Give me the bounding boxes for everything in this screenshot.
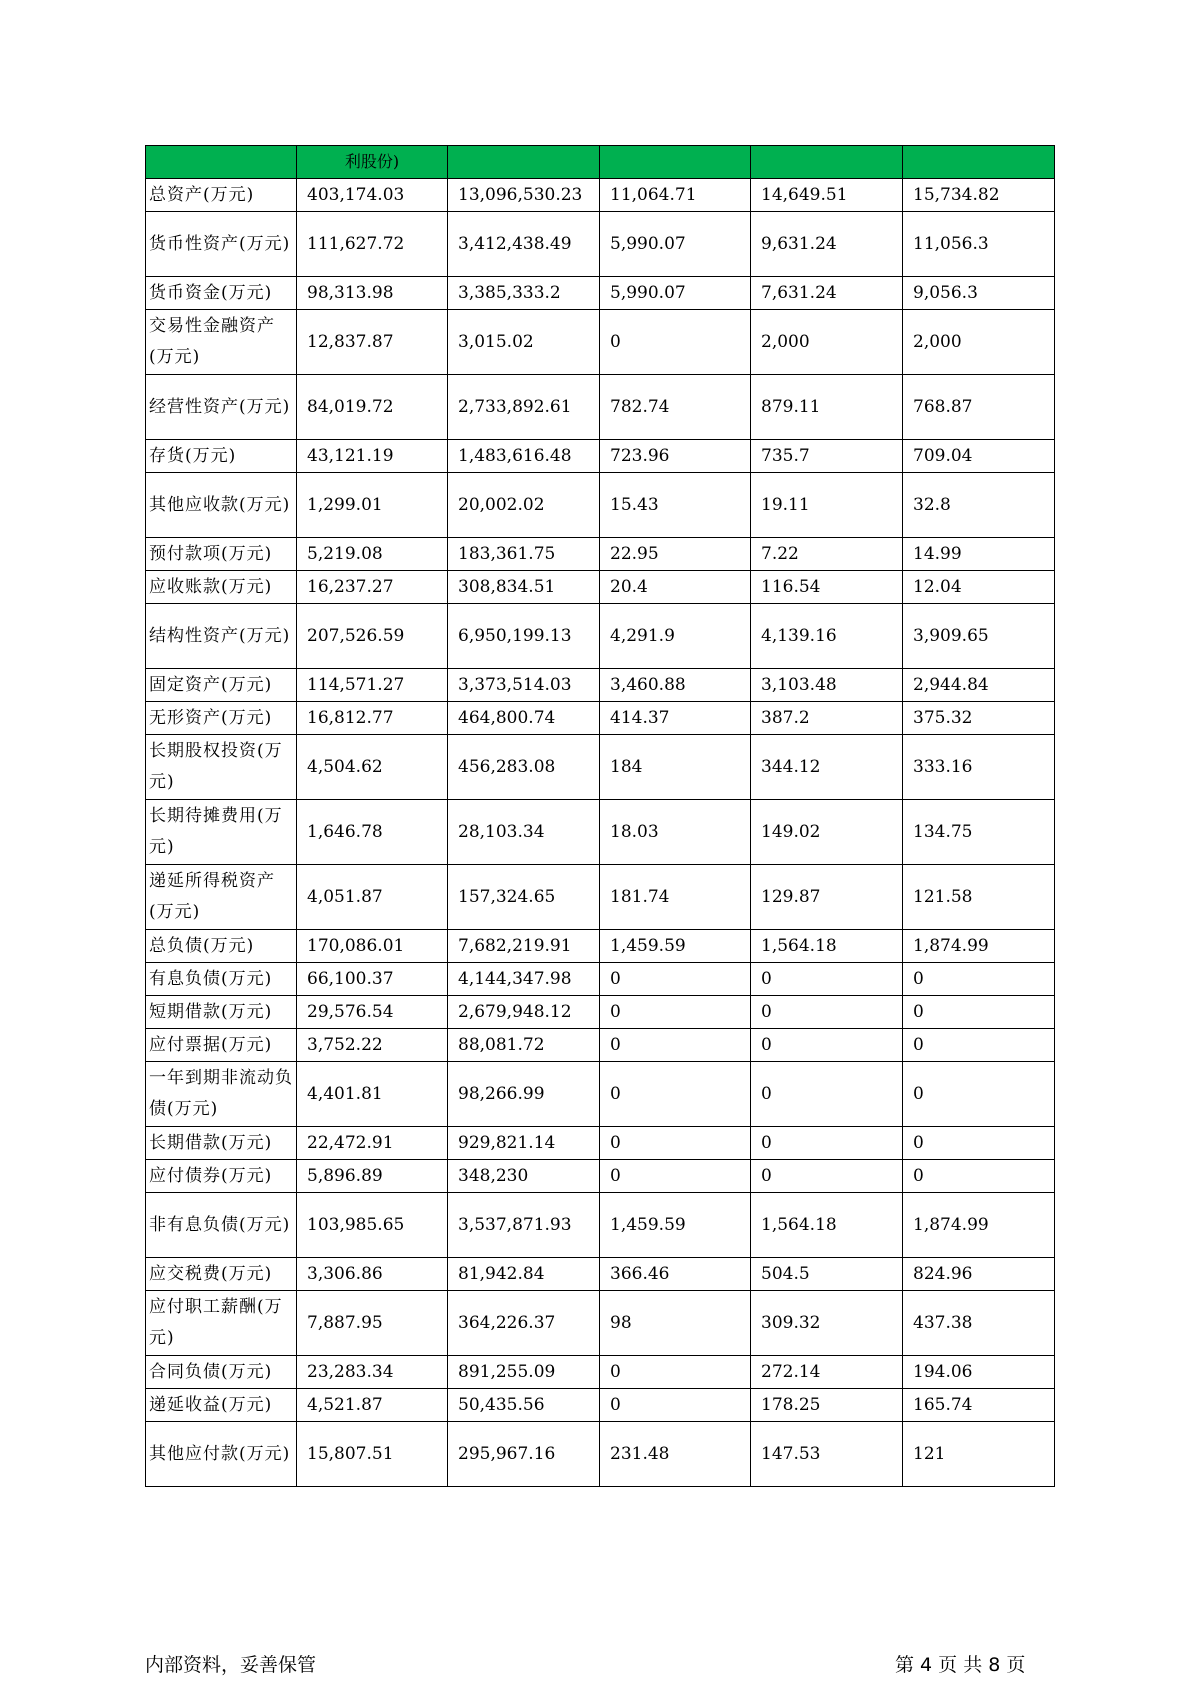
row-label: 无形资产(万元): [146, 702, 297, 735]
value-cell: 414.37: [600, 702, 751, 735]
value-cell: 20,002.02: [448, 473, 600, 538]
footer-page-number: 第 4 页 共 8 页: [895, 1654, 1026, 1676]
value-cell: 3,537,871.93: [448, 1193, 600, 1258]
value-cell: 3,373,514.03: [448, 669, 600, 702]
value-cell: 879.11: [751, 375, 903, 440]
value-cell: 4,051.87: [297, 865, 448, 930]
table-row: [146, 963, 1055, 996]
value-cell: 111,627.72: [297, 212, 448, 277]
value-cell: 1,646.78: [297, 800, 448, 865]
value-cell: 709.04: [903, 440, 1055, 473]
row-label: 一年到期非流动负债(万元): [146, 1062, 297, 1127]
value-cell: 43,121.19: [297, 440, 448, 473]
header-cell: [146, 146, 297, 179]
value-cell: 0: [903, 1160, 1055, 1193]
value-cell: 184: [600, 735, 751, 800]
row-label: 总资产(万元): [146, 179, 297, 212]
value-cell: 5,219.08: [297, 538, 448, 571]
value-cell: 0: [751, 1160, 903, 1193]
value-cell: 103,985.65: [297, 1193, 448, 1258]
value-cell: 824.96: [903, 1258, 1055, 1291]
value-cell: 98,313.98: [297, 277, 448, 310]
value-cell: 2,733,892.61: [448, 375, 600, 440]
value-cell: 116.54: [751, 571, 903, 604]
value-cell: 66,100.37: [297, 963, 448, 996]
value-cell: 18.03: [600, 800, 751, 865]
table-row: [146, 865, 1055, 930]
value-cell: 0: [600, 996, 751, 1029]
value-cell: 231.48: [600, 1422, 751, 1487]
table-row: [146, 375, 1055, 440]
table-row: [146, 1422, 1055, 1487]
value-cell: 5,896.89: [297, 1160, 448, 1193]
value-cell: 387.2: [751, 702, 903, 735]
value-cell: 0: [600, 1029, 751, 1062]
table-row: [146, 735, 1055, 800]
value-cell: 50,435.56: [448, 1389, 600, 1422]
value-cell: 4,139.16: [751, 604, 903, 669]
value-cell: 403,174.03: [297, 179, 448, 212]
value-cell: 2,000: [751, 310, 903, 375]
value-cell: 0: [600, 1160, 751, 1193]
table-row: [146, 930, 1055, 963]
value-cell: 4,144,347.98: [448, 963, 600, 996]
value-cell: 456,283.08: [448, 735, 600, 800]
value-cell: 0: [903, 1127, 1055, 1160]
value-cell: 32.8: [903, 473, 1055, 538]
value-cell: 0: [751, 996, 903, 1029]
table-row: [146, 1062, 1055, 1127]
table-row: [146, 571, 1055, 604]
value-cell: 14.99: [903, 538, 1055, 571]
value-cell: 366.46: [600, 1258, 751, 1291]
value-cell: 165.74: [903, 1389, 1055, 1422]
row-label: 长期借款(万元): [146, 1127, 297, 1160]
value-cell: 0: [600, 1389, 751, 1422]
value-cell: 194.06: [903, 1356, 1055, 1389]
value-cell: 207,526.59: [297, 604, 448, 669]
value-cell: 0: [600, 1062, 751, 1127]
table-row: [146, 800, 1055, 865]
table-row: [146, 1356, 1055, 1389]
row-label: 应交税费(万元): [146, 1258, 297, 1291]
value-cell: 3,306.86: [297, 1258, 448, 1291]
row-label: 合同负债(万元): [146, 1356, 297, 1389]
value-cell: 309.32: [751, 1291, 903, 1356]
value-cell: 11,064.71: [600, 179, 751, 212]
value-cell: 12.04: [903, 571, 1055, 604]
table-row: [146, 1389, 1055, 1422]
value-cell: 929,821.14: [448, 1127, 600, 1160]
value-cell: 1,459.59: [600, 1193, 751, 1258]
value-cell: 121.58: [903, 865, 1055, 930]
value-cell: 13,096,530.23: [448, 179, 600, 212]
value-cell: 2,000: [903, 310, 1055, 375]
value-cell: 0: [751, 1127, 903, 1160]
value-cell: 4,401.81: [297, 1062, 448, 1127]
value-cell: 14,649.51: [751, 179, 903, 212]
value-cell: 181.74: [600, 865, 751, 930]
row-label: 应付票据(万元): [146, 1029, 297, 1062]
row-label: 结构性资产(万元): [146, 604, 297, 669]
row-label: 货币资金(万元): [146, 277, 297, 310]
row-label: 非有息负债(万元): [146, 1193, 297, 1258]
header-cell: [448, 146, 600, 179]
row-label: 经营性资产(万元): [146, 375, 297, 440]
row-label: 递延所得税资产(万元): [146, 865, 297, 930]
header-cell: [903, 146, 1055, 179]
value-cell: 6,950,199.13: [448, 604, 600, 669]
value-cell: 0: [600, 310, 751, 375]
row-label: 递延收益(万元): [146, 1389, 297, 1422]
value-cell: 0: [751, 963, 903, 996]
value-cell: 129.87: [751, 865, 903, 930]
value-cell: 1,564.18: [751, 930, 903, 963]
value-cell: 1,874.99: [903, 1193, 1055, 1258]
value-cell: 9,631.24: [751, 212, 903, 277]
row-label: 应付职工薪酬(万元): [146, 1291, 297, 1356]
value-cell: 1,459.59: [600, 930, 751, 963]
value-cell: 16,237.27: [297, 571, 448, 604]
financial-table-body: [146, 146, 1055, 1487]
value-cell: 16,812.77: [297, 702, 448, 735]
value-cell: 7,887.95: [297, 1291, 448, 1356]
table-row: [146, 1258, 1055, 1291]
value-cell: 0: [600, 1127, 751, 1160]
value-cell: 15.43: [600, 473, 751, 538]
value-cell: 15,807.51: [297, 1422, 448, 1487]
table-row: [146, 669, 1055, 702]
table-row: [146, 1193, 1055, 1258]
value-cell: 3,909.65: [903, 604, 1055, 669]
value-cell: 1,874.99: [903, 930, 1055, 963]
value-cell: 157,324.65: [448, 865, 600, 930]
value-cell: 3,385,333.2: [448, 277, 600, 310]
value-cell: 723.96: [600, 440, 751, 473]
value-cell: 437.38: [903, 1291, 1055, 1356]
value-cell: 178.25: [751, 1389, 903, 1422]
value-cell: 375.32: [903, 702, 1055, 735]
value-cell: 2,944.84: [903, 669, 1055, 702]
value-cell: 4,521.87: [297, 1389, 448, 1422]
value-cell: 4,504.62: [297, 735, 448, 800]
value-cell: 114,571.27: [297, 669, 448, 702]
value-cell: 5,990.07: [600, 277, 751, 310]
value-cell: 891,255.09: [448, 1356, 600, 1389]
value-cell: 0: [600, 1356, 751, 1389]
value-cell: 121: [903, 1422, 1055, 1487]
header-cell: 利股份): [297, 146, 448, 179]
row-label: 应付债券(万元): [146, 1160, 297, 1193]
value-cell: 504.5: [751, 1258, 903, 1291]
row-label: 货币性资产(万元): [146, 212, 297, 277]
value-cell: 98,266.99: [448, 1062, 600, 1127]
table-row: [146, 440, 1055, 473]
row-label: 交易性金融资产(万元): [146, 310, 297, 375]
table-row: [146, 604, 1055, 669]
value-cell: 308,834.51: [448, 571, 600, 604]
table-row: [146, 996, 1055, 1029]
value-cell: 735.7: [751, 440, 903, 473]
row-label: 应收账款(万元): [146, 571, 297, 604]
row-label: 总负债(万元): [146, 930, 297, 963]
row-label: 长期股权投资(万元): [146, 735, 297, 800]
value-cell: 464,800.74: [448, 702, 600, 735]
value-cell: 28,103.34: [448, 800, 600, 865]
row-label: 其他应收款(万元): [146, 473, 297, 538]
table-row: [146, 702, 1055, 735]
header-cell: [600, 146, 751, 179]
table-row: [146, 1291, 1055, 1356]
value-cell: 0: [600, 963, 751, 996]
footer-confidential-note: 内部资料，妥善保管: [145, 1654, 317, 1676]
value-cell: 3,015.02: [448, 310, 600, 375]
value-cell: 0: [903, 1062, 1055, 1127]
header-cell: [751, 146, 903, 179]
value-cell: 170,086.01: [297, 930, 448, 963]
value-cell: 0: [751, 1029, 903, 1062]
value-cell: 88,081.72: [448, 1029, 600, 1062]
value-cell: 15,734.82: [903, 179, 1055, 212]
value-cell: 782.74: [600, 375, 751, 440]
table-row: [146, 277, 1055, 310]
row-label: 固定资产(万元): [146, 669, 297, 702]
value-cell: 295,967.16: [448, 1422, 600, 1487]
value-cell: 3,460.88: [600, 669, 751, 702]
table-header-row: [146, 146, 1055, 179]
value-cell: 98: [600, 1291, 751, 1356]
row-label: 其他应付款(万元): [146, 1422, 297, 1487]
table-row: [146, 1160, 1055, 1193]
value-cell: 2,679,948.12: [448, 996, 600, 1029]
value-cell: 5,990.07: [600, 212, 751, 277]
value-cell: 22,472.91: [297, 1127, 448, 1160]
value-cell: 4,291.9: [600, 604, 751, 669]
table-row: [146, 310, 1055, 375]
value-cell: 1,299.01: [297, 473, 448, 538]
value-cell: 3,103.48: [751, 669, 903, 702]
value-cell: 3,752.22: [297, 1029, 448, 1062]
value-cell: 29,576.54: [297, 996, 448, 1029]
value-cell: 12,837.87: [297, 310, 448, 375]
value-cell: 344.12: [751, 735, 903, 800]
value-cell: 20.4: [600, 571, 751, 604]
table-row: [146, 1127, 1055, 1160]
value-cell: 0: [903, 963, 1055, 996]
value-cell: 1,564.18: [751, 1193, 903, 1258]
value-cell: 183,361.75: [448, 538, 600, 571]
value-cell: 0: [751, 1062, 903, 1127]
value-cell: 11,056.3: [903, 212, 1055, 277]
value-cell: 22.95: [600, 538, 751, 571]
value-cell: 3,412,438.49: [448, 212, 600, 277]
value-cell: 81,942.84: [448, 1258, 600, 1291]
value-cell: 272.14: [751, 1356, 903, 1389]
value-cell: 7,631.24: [751, 277, 903, 310]
table-row: [146, 473, 1055, 538]
table-row: [146, 538, 1055, 571]
value-cell: 333.16: [903, 735, 1055, 800]
value-cell: 7,682,219.91: [448, 930, 600, 963]
value-cell: 9,056.3: [903, 277, 1055, 310]
row-label: 有息负债(万元): [146, 963, 297, 996]
value-cell: 1,483,616.48: [448, 440, 600, 473]
value-cell: 0: [903, 1029, 1055, 1062]
financial-table: [145, 145, 1055, 1487]
value-cell: 768.87: [903, 375, 1055, 440]
value-cell: 134.75: [903, 800, 1055, 865]
value-cell: 147.53: [751, 1422, 903, 1487]
value-cell: 84,019.72: [297, 375, 448, 440]
table-row: [146, 1029, 1055, 1062]
value-cell: 0: [903, 996, 1055, 1029]
row-label: 存货(万元): [146, 440, 297, 473]
value-cell: 364,226.37: [448, 1291, 600, 1356]
table-row: [146, 212, 1055, 277]
row-label: 预付款项(万元): [146, 538, 297, 571]
value-cell: 348,230: [448, 1160, 600, 1193]
value-cell: 19.11: [751, 473, 903, 538]
row-label: 短期借款(万元): [146, 996, 297, 1029]
value-cell: 7.22: [751, 538, 903, 571]
value-cell: 23,283.34: [297, 1356, 448, 1389]
value-cell: 149.02: [751, 800, 903, 865]
row-label: 长期待摊费用(万元): [146, 800, 297, 865]
table-row: [146, 179, 1055, 212]
